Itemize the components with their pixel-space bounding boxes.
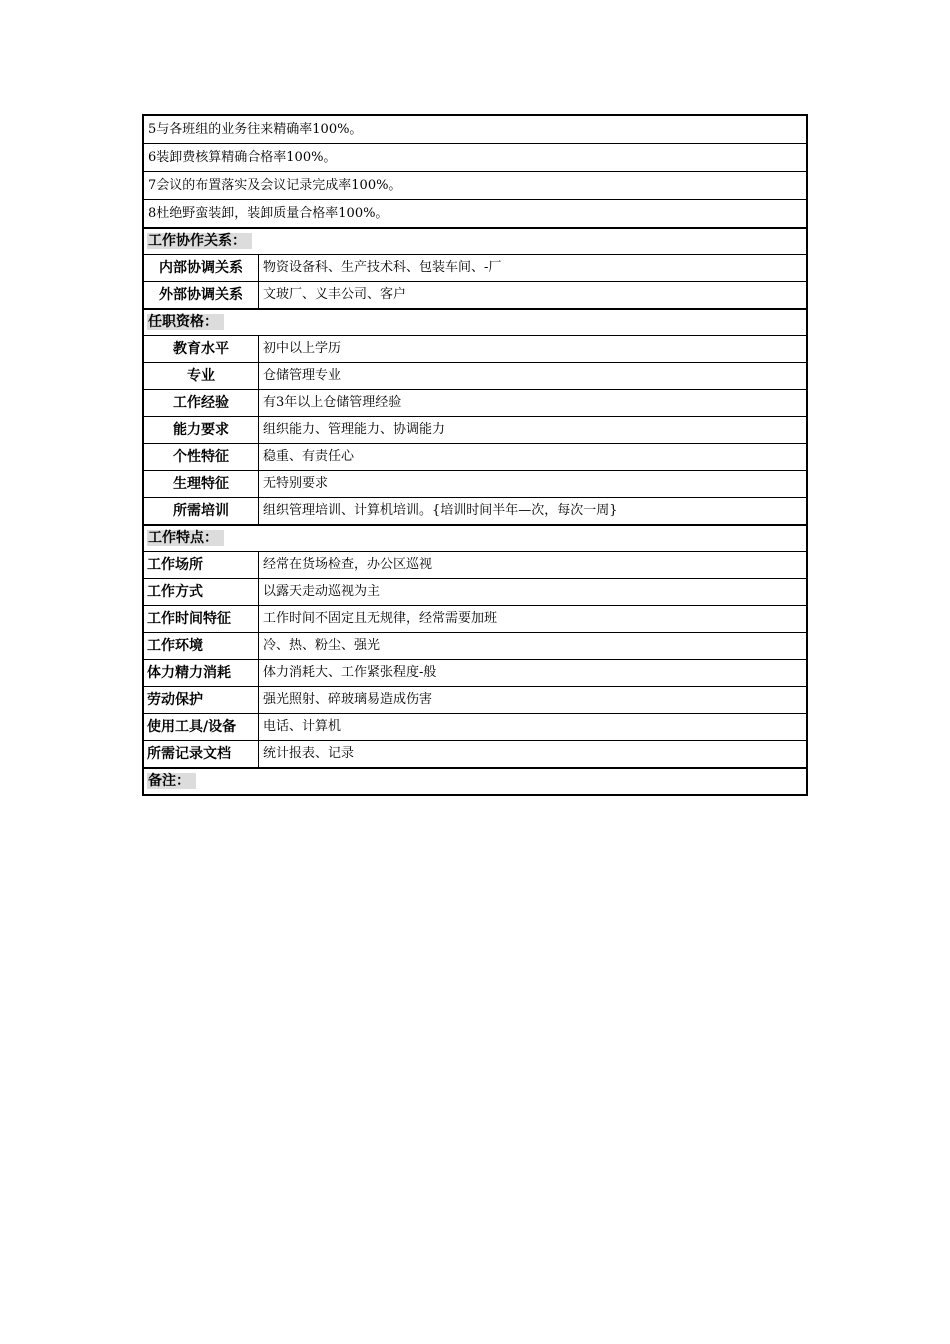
section-qualifications bbox=[144, 308, 806, 335]
section-title: 工作特点： bbox=[147, 530, 224, 546]
goal-row-6 bbox=[144, 143, 806, 171]
row-label: 所需培训 bbox=[144, 498, 259, 524]
row-label: 工作经验 bbox=[144, 390, 259, 416]
feature-row bbox=[144, 686, 806, 713]
qualification-row bbox=[144, 416, 806, 443]
row-value: 物资设备科、生产技术科、包装车间、-厂 bbox=[263, 260, 502, 275]
row-label: 生理特征 bbox=[144, 471, 259, 497]
section-title: 工作协作关系： bbox=[147, 233, 252, 249]
row-value: 组织能力、管理能力、协调能力 bbox=[263, 422, 446, 437]
goal-text: 7会议的布置落实及会议记录完成率100%。 bbox=[148, 178, 402, 193]
feature-row bbox=[144, 605, 806, 632]
row-label: 使用工具/设备 bbox=[144, 714, 259, 740]
goal-row-5 bbox=[144, 116, 806, 143]
row-label: 能力要求 bbox=[144, 417, 259, 443]
row-value: 体力消耗大、工作紧张程度-般 bbox=[263, 665, 437, 680]
row-value: 冷、热、粉尘、强光 bbox=[263, 638, 381, 653]
section-title: 任职资格： bbox=[147, 314, 224, 330]
row-value: 以露天走动巡视为主 bbox=[263, 584, 381, 599]
row-label: 教育水平 bbox=[144, 336, 259, 362]
feature-row bbox=[144, 632, 806, 659]
goal-row-8 bbox=[144, 199, 806, 227]
row-label: 工作场所 bbox=[144, 552, 259, 578]
feature-row bbox=[144, 659, 806, 686]
row-value: 初中以上学历 bbox=[263, 341, 342, 356]
goal-text: 5与各班组的业务往来精确率100%。 bbox=[148, 122, 363, 137]
external-coordination-row bbox=[144, 281, 806, 308]
qualification-row bbox=[144, 443, 806, 470]
row-label: 工作环境 bbox=[144, 633, 259, 659]
row-value: 无特别要求 bbox=[263, 476, 329, 491]
row-value: 文玻厂、义丰公司、客户 bbox=[263, 287, 407, 302]
section-notes bbox=[144, 767, 806, 794]
job-description-table bbox=[142, 114, 808, 796]
qualification-row bbox=[144, 497, 806, 524]
feature-row bbox=[144, 740, 806, 767]
row-value: 有3年以上仓储管理经验 bbox=[263, 395, 402, 410]
qualification-row bbox=[144, 470, 806, 497]
feature-row bbox=[144, 578, 806, 605]
qualification-row bbox=[144, 389, 806, 416]
row-label: 所需记录文档 bbox=[144, 741, 259, 767]
internal-coordination-row bbox=[144, 254, 806, 281]
goal-text: 6装卸费核算精确合格率100%。 bbox=[148, 150, 337, 165]
qualification-row bbox=[144, 362, 806, 389]
row-label: 工作方式 bbox=[144, 579, 259, 605]
row-value: 仓储管理专业 bbox=[263, 368, 342, 383]
row-label: 个性特征 bbox=[144, 444, 259, 470]
row-value: 强光照射、碎玻璃易造成伤害 bbox=[263, 692, 433, 707]
row-value: 电话、计算机 bbox=[263, 719, 342, 734]
row-value: 工作时间不固定且无规律，经常需要加班 bbox=[263, 611, 498, 626]
qualification-row bbox=[144, 335, 806, 362]
row-value: 组织管理培训、计算机培训。{培训时间半年—次，每次一周} bbox=[263, 503, 618, 518]
feature-row bbox=[144, 713, 806, 740]
row-label: 劳动保护 bbox=[144, 687, 259, 713]
goal-row-7 bbox=[144, 171, 806, 199]
row-value: 稳重、有责任心 bbox=[263, 449, 355, 464]
row-value: 统计报表、记录 bbox=[263, 746, 355, 761]
row-label: 内部协调关系 bbox=[144, 255, 259, 281]
row-value: 经常在货场检查，办公区巡视 bbox=[263, 557, 433, 572]
row-label: 工作时间特征 bbox=[144, 606, 259, 632]
row-label: 体力精力消耗 bbox=[144, 660, 259, 686]
section-features bbox=[144, 524, 806, 551]
section-title: 备注： bbox=[147, 773, 196, 789]
goal-text: 8杜绝野蛮装卸，装卸质量合格率100%。 bbox=[148, 206, 389, 221]
section-cooperation bbox=[144, 227, 806, 254]
row-label: 专业 bbox=[144, 363, 259, 389]
row-label: 外部协调关系 bbox=[144, 282, 259, 308]
feature-row bbox=[144, 551, 806, 578]
